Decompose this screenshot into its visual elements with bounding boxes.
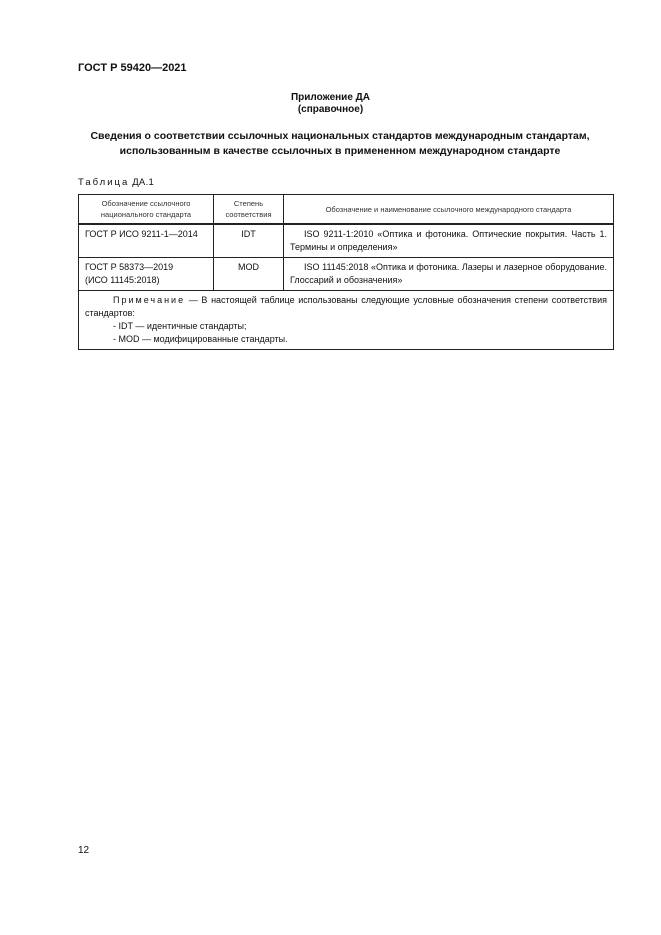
national-line1: ГОСТ Р 58373—2019 bbox=[85, 262, 174, 272]
caption-number: ДА.1 bbox=[132, 177, 155, 188]
appendix-subtitle: (справочное) bbox=[297, 104, 364, 115]
table-note-row bbox=[79, 291, 614, 350]
international-standard: ISO 11145:2018 «Оптика и фотоника. Лазеры и лазерное оборудование. Глоссарий и обозначения» bbox=[284, 258, 614, 291]
column-header: Обозначение ссылочного национального стандарта bbox=[79, 195, 214, 225]
page-number: 12 bbox=[78, 845, 90, 856]
note-label: Примечание bbox=[113, 295, 186, 305]
caption-word: Таблица bbox=[78, 177, 130, 188]
correspondence-table bbox=[78, 194, 614, 350]
note-item: - IDT — идентичные стандарты; bbox=[113, 321, 247, 331]
column-header: Степень соответствия bbox=[214, 195, 284, 225]
section-heading: Сведения о соответствии ссылочных национальных стандартов международным стандартам, использованным в качестве ссылочных в примененном международном стандарте bbox=[90, 130, 590, 157]
table-caption bbox=[78, 177, 154, 188]
note-text: — В настоящей таблице использованы следующие условные обозначения степени соответствия стандартов: bbox=[85, 295, 607, 318]
national-line2: (ИСО 11145:2018) bbox=[85, 275, 160, 285]
degree: IDT bbox=[214, 224, 284, 258]
appendix-title: Приложение ДА bbox=[290, 92, 371, 103]
table-row bbox=[79, 224, 614, 258]
table-row bbox=[79, 258, 614, 291]
national-standard bbox=[79, 258, 214, 291]
table-header-row bbox=[79, 195, 614, 225]
document-code: ГОСТ Р 59420—2021 bbox=[78, 62, 187, 74]
table-note bbox=[79, 291, 614, 350]
note-item: - MOD — модифицированные стандарты. bbox=[113, 334, 288, 344]
national-standard: ГОСТ Р ИСО 9211-1—2014 bbox=[79, 224, 214, 258]
column-header: Обозначение и наименование ссылочного международного стандарта bbox=[284, 195, 614, 225]
international-standard: ISO 9211-1:2010 «Оптика и фотоника. Оптические покрытия. Часть 1. Термины и определения» bbox=[284, 224, 614, 258]
degree: MOD bbox=[214, 258, 284, 291]
